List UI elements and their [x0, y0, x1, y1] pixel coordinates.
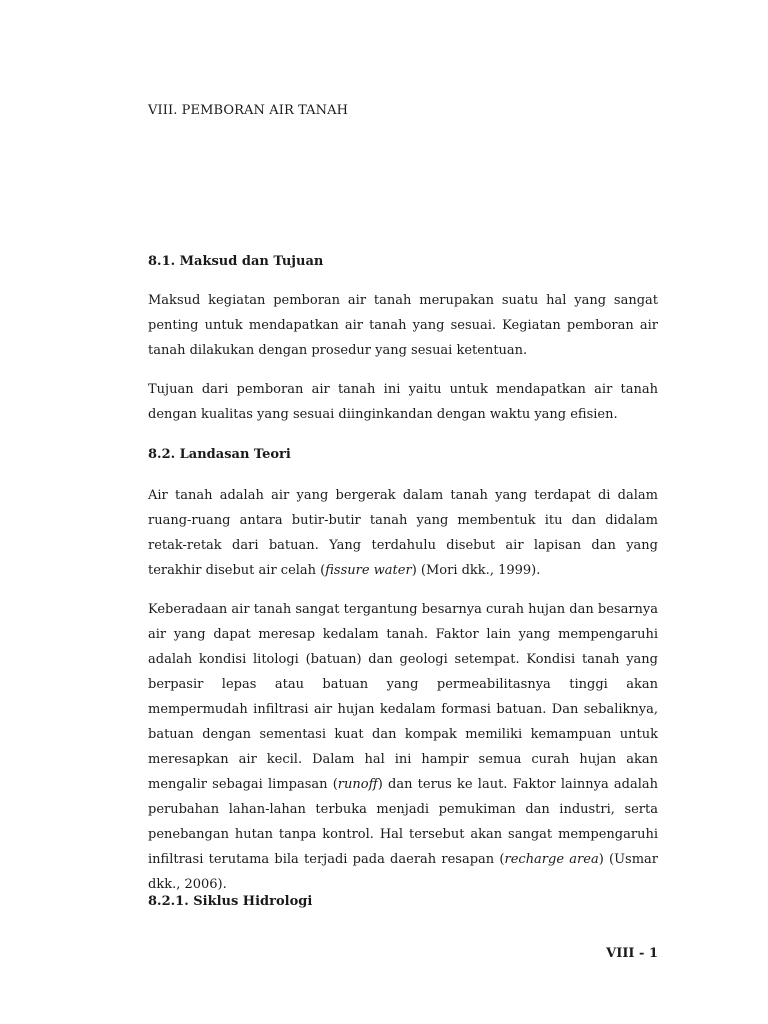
paragraph-maksud: Maksud kegiatan pemboran air tanah merupakan suatu hal yang sangat penting untuk mendapatkan air tanah yang sesuai. Kegiatan pemboran air tanah dilakukan dengan prosedur yang sesuai ketentuan.	[148, 293, 658, 358]
term-recharge-area: recharge area	[504, 852, 599, 867]
paragraph-text: ) (Usmar dkk., 2006).	[148, 852, 659, 892]
paragraph-text: Air tanah adalah air yang bergerak dalam tanah yang terdapat di dalam ruang-ruang antara butir-butir tanah yang membentuk itu dan didalam retak-retak dari batuan. Yang terdahulu disebut air lapisan dan yang terakhir disebut air celah (	[148, 488, 658, 578]
paragraph-keberadaan	[148, 597, 658, 897]
paragraph-tujuan: Tujuan dari pemboran air tanah ini yaitu untuk mendapatkan air tanah dengan kualitas yang sesuai diinginkandan dengan waktu yang efisien.	[148, 382, 658, 422]
page-number: VIII - 1	[606, 946, 658, 961]
paragraph-air-tanah	[148, 483, 658, 583]
chapter-title: VIII. PEMBORAN AIR TANAH	[148, 103, 349, 118]
term-runoff: runoff	[337, 777, 378, 792]
paragraph-text: ) dan terus ke laut. Faktor lainnya adalah perubahan lahan-lahan terbuka menjadi pemukiman dan industri, serta penebangan hutan tanpa kontrol. Hal tersebut akan sangat mempengaruhi infiltrasi terutama bila terjadi pada daerah resapan (	[148, 777, 659, 867]
paragraph-text: ) (Mori dkk., 1999).	[411, 563, 541, 578]
paragraph-text: Keberadaan air tanah sangat tergantung besarnya curah hujan dan besarnya air yang dapat meresap kedalam tanah. Faktor lain yang mempengaruhi adalah kondisi litologi (batuan) dan geologi setempat. Kondisi tanah yang berpasir lepas atau batuan yang permeabilitasnya tinggi akan mempermudah infiltrasi air hujan kedalam formasi batuan. Dan sebaliknya, batuan dengan sementasi kuat dan kompak memiliki kemampuan untuk meresapkan air kecil. Dalam hal ini hampir semua curah hujan akan mengalir sebagai limpasan (	[148, 602, 658, 792]
section-heading-landasan-teori: 8.2. Landasan Teori	[148, 447, 291, 462]
section-heading-maksud-tujuan: 8.1. Maksud dan Tujuan	[148, 254, 324, 269]
term-fissure-water: fissure water	[325, 563, 412, 578]
subsection-heading-siklus-hidrologi: 8.2.1. Siklus Hidrologi	[148, 894, 313, 909]
